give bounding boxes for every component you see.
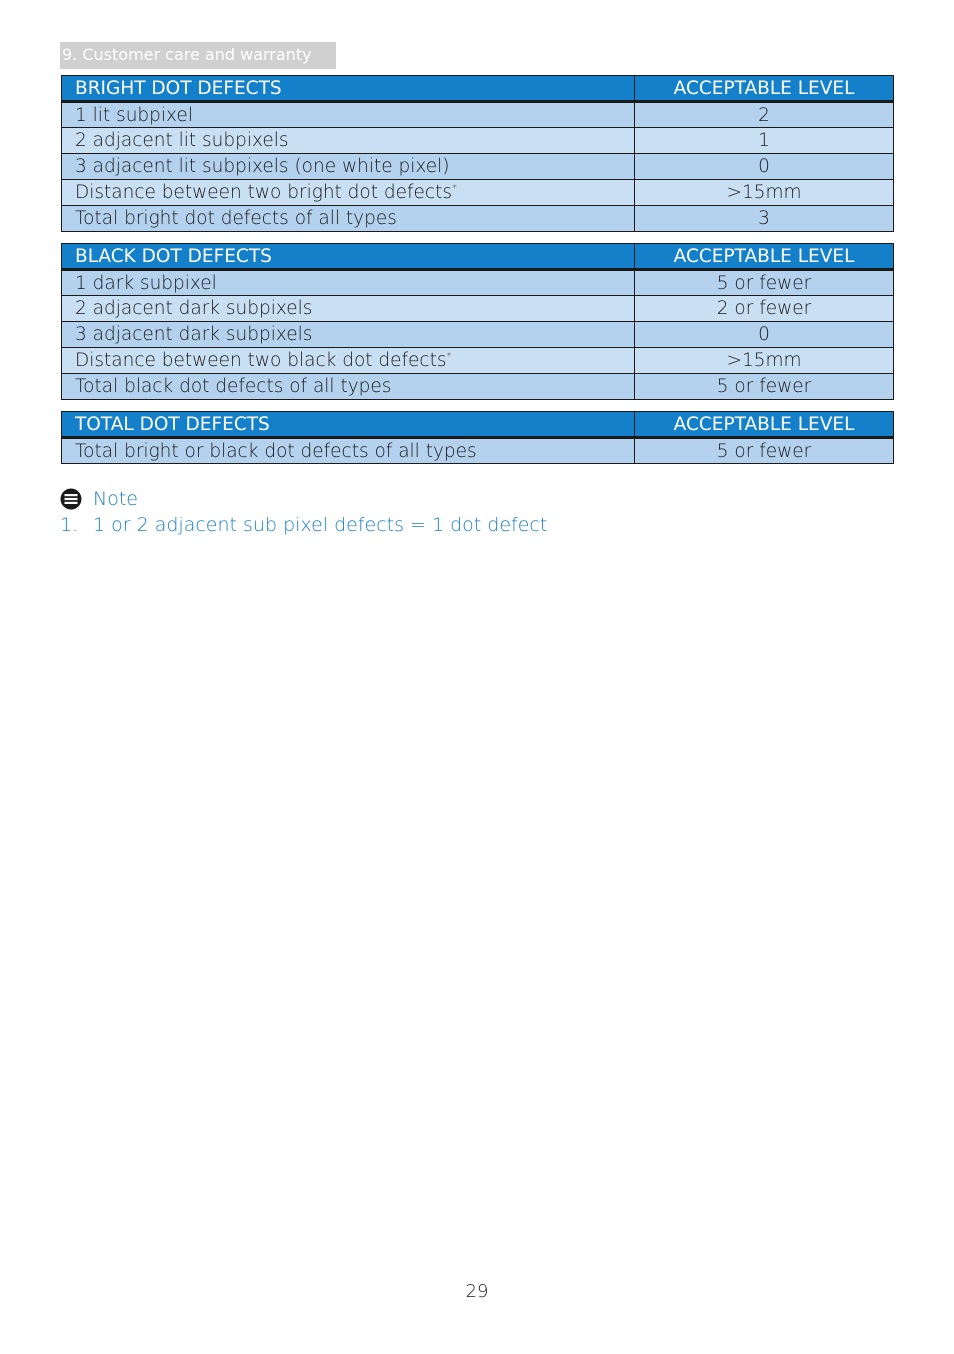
note-list-item bbox=[60, 514, 547, 536]
row-value: 5 or fewer bbox=[635, 270, 894, 296]
row-label: 3 adjacent dark subpixels bbox=[62, 322, 635, 348]
table-row bbox=[62, 322, 894, 348]
row-value: 3 bbox=[635, 206, 894, 232]
note-item-text: 1 or 2 adjacent sub pixel defects = 1 dot defect bbox=[93, 514, 548, 536]
column-header-defect-type: BLACK DOT DEFECTS bbox=[62, 244, 635, 270]
row-label: Total bright or black dot defects of all types bbox=[62, 438, 635, 464]
table-row bbox=[62, 374, 894, 400]
row-value: 5 or fewer bbox=[635, 374, 894, 400]
row-label: 1 dark subpixel bbox=[62, 270, 635, 296]
row-value: 0 bbox=[635, 154, 894, 180]
note-title: Note bbox=[93, 488, 138, 510]
column-header-defect-type: BRIGHT DOT DEFECTS bbox=[62, 76, 635, 102]
table-header-row bbox=[62, 76, 894, 102]
table-row bbox=[62, 154, 894, 180]
row-value: >15mm bbox=[635, 348, 894, 374]
row-label: Distance between two black dot defects bbox=[75, 350, 447, 371]
row-label: Total black dot defects of all types bbox=[62, 374, 635, 400]
row-label: 2 adjacent dark subpixels bbox=[62, 296, 635, 322]
bright-dot-defects-table bbox=[61, 75, 894, 232]
row-value: 1 bbox=[635, 128, 894, 154]
row-value: 2 or fewer bbox=[635, 296, 894, 322]
section-header: 9. Customer care and warranty bbox=[60, 42, 336, 69]
row-label-cell bbox=[62, 180, 635, 206]
row-value: 0 bbox=[635, 322, 894, 348]
column-header-acceptable-level: ACCEPTABLE LEVEL bbox=[635, 244, 894, 270]
page-number: 29 bbox=[465, 1281, 489, 1302]
table-row bbox=[62, 206, 894, 232]
table-row bbox=[62, 270, 894, 296]
table-header-row bbox=[62, 412, 894, 438]
total-dot-defects-table bbox=[61, 411, 894, 464]
row-label: Total bright dot defects of all types bbox=[62, 206, 635, 232]
table-header-row bbox=[62, 244, 894, 270]
table-row bbox=[62, 180, 894, 206]
column-header-acceptable-level: ACCEPTABLE LEVEL bbox=[635, 76, 894, 102]
row-label: 1 lit subpixel bbox=[62, 102, 635, 128]
table-row bbox=[62, 348, 894, 374]
row-label: Distance between two bright dot defects bbox=[75, 182, 452, 203]
row-label: 3 adjacent lit subpixels (one white pixel) bbox=[62, 154, 635, 180]
footnote-mark: * bbox=[446, 351, 452, 362]
note-icon bbox=[60, 488, 82, 510]
table-row bbox=[62, 296, 894, 322]
note-heading bbox=[60, 488, 138, 510]
row-value: 2 bbox=[635, 102, 894, 128]
column-header-acceptable-level: ACCEPTABLE LEVEL bbox=[635, 412, 894, 438]
row-value: 5 or fewer bbox=[635, 438, 894, 464]
row-label-cell bbox=[62, 348, 635, 374]
table-row bbox=[62, 438, 894, 464]
table-row bbox=[62, 128, 894, 154]
black-dot-defects-table bbox=[61, 243, 894, 400]
row-value: >15mm bbox=[635, 180, 894, 206]
row-label: 2 adjacent lit subpixels bbox=[62, 128, 635, 154]
note-item-number: 1. bbox=[60, 514, 79, 536]
table-row bbox=[62, 102, 894, 128]
footnote-mark: * bbox=[451, 183, 457, 194]
column-header-defect-type: TOTAL DOT DEFECTS bbox=[62, 412, 635, 438]
